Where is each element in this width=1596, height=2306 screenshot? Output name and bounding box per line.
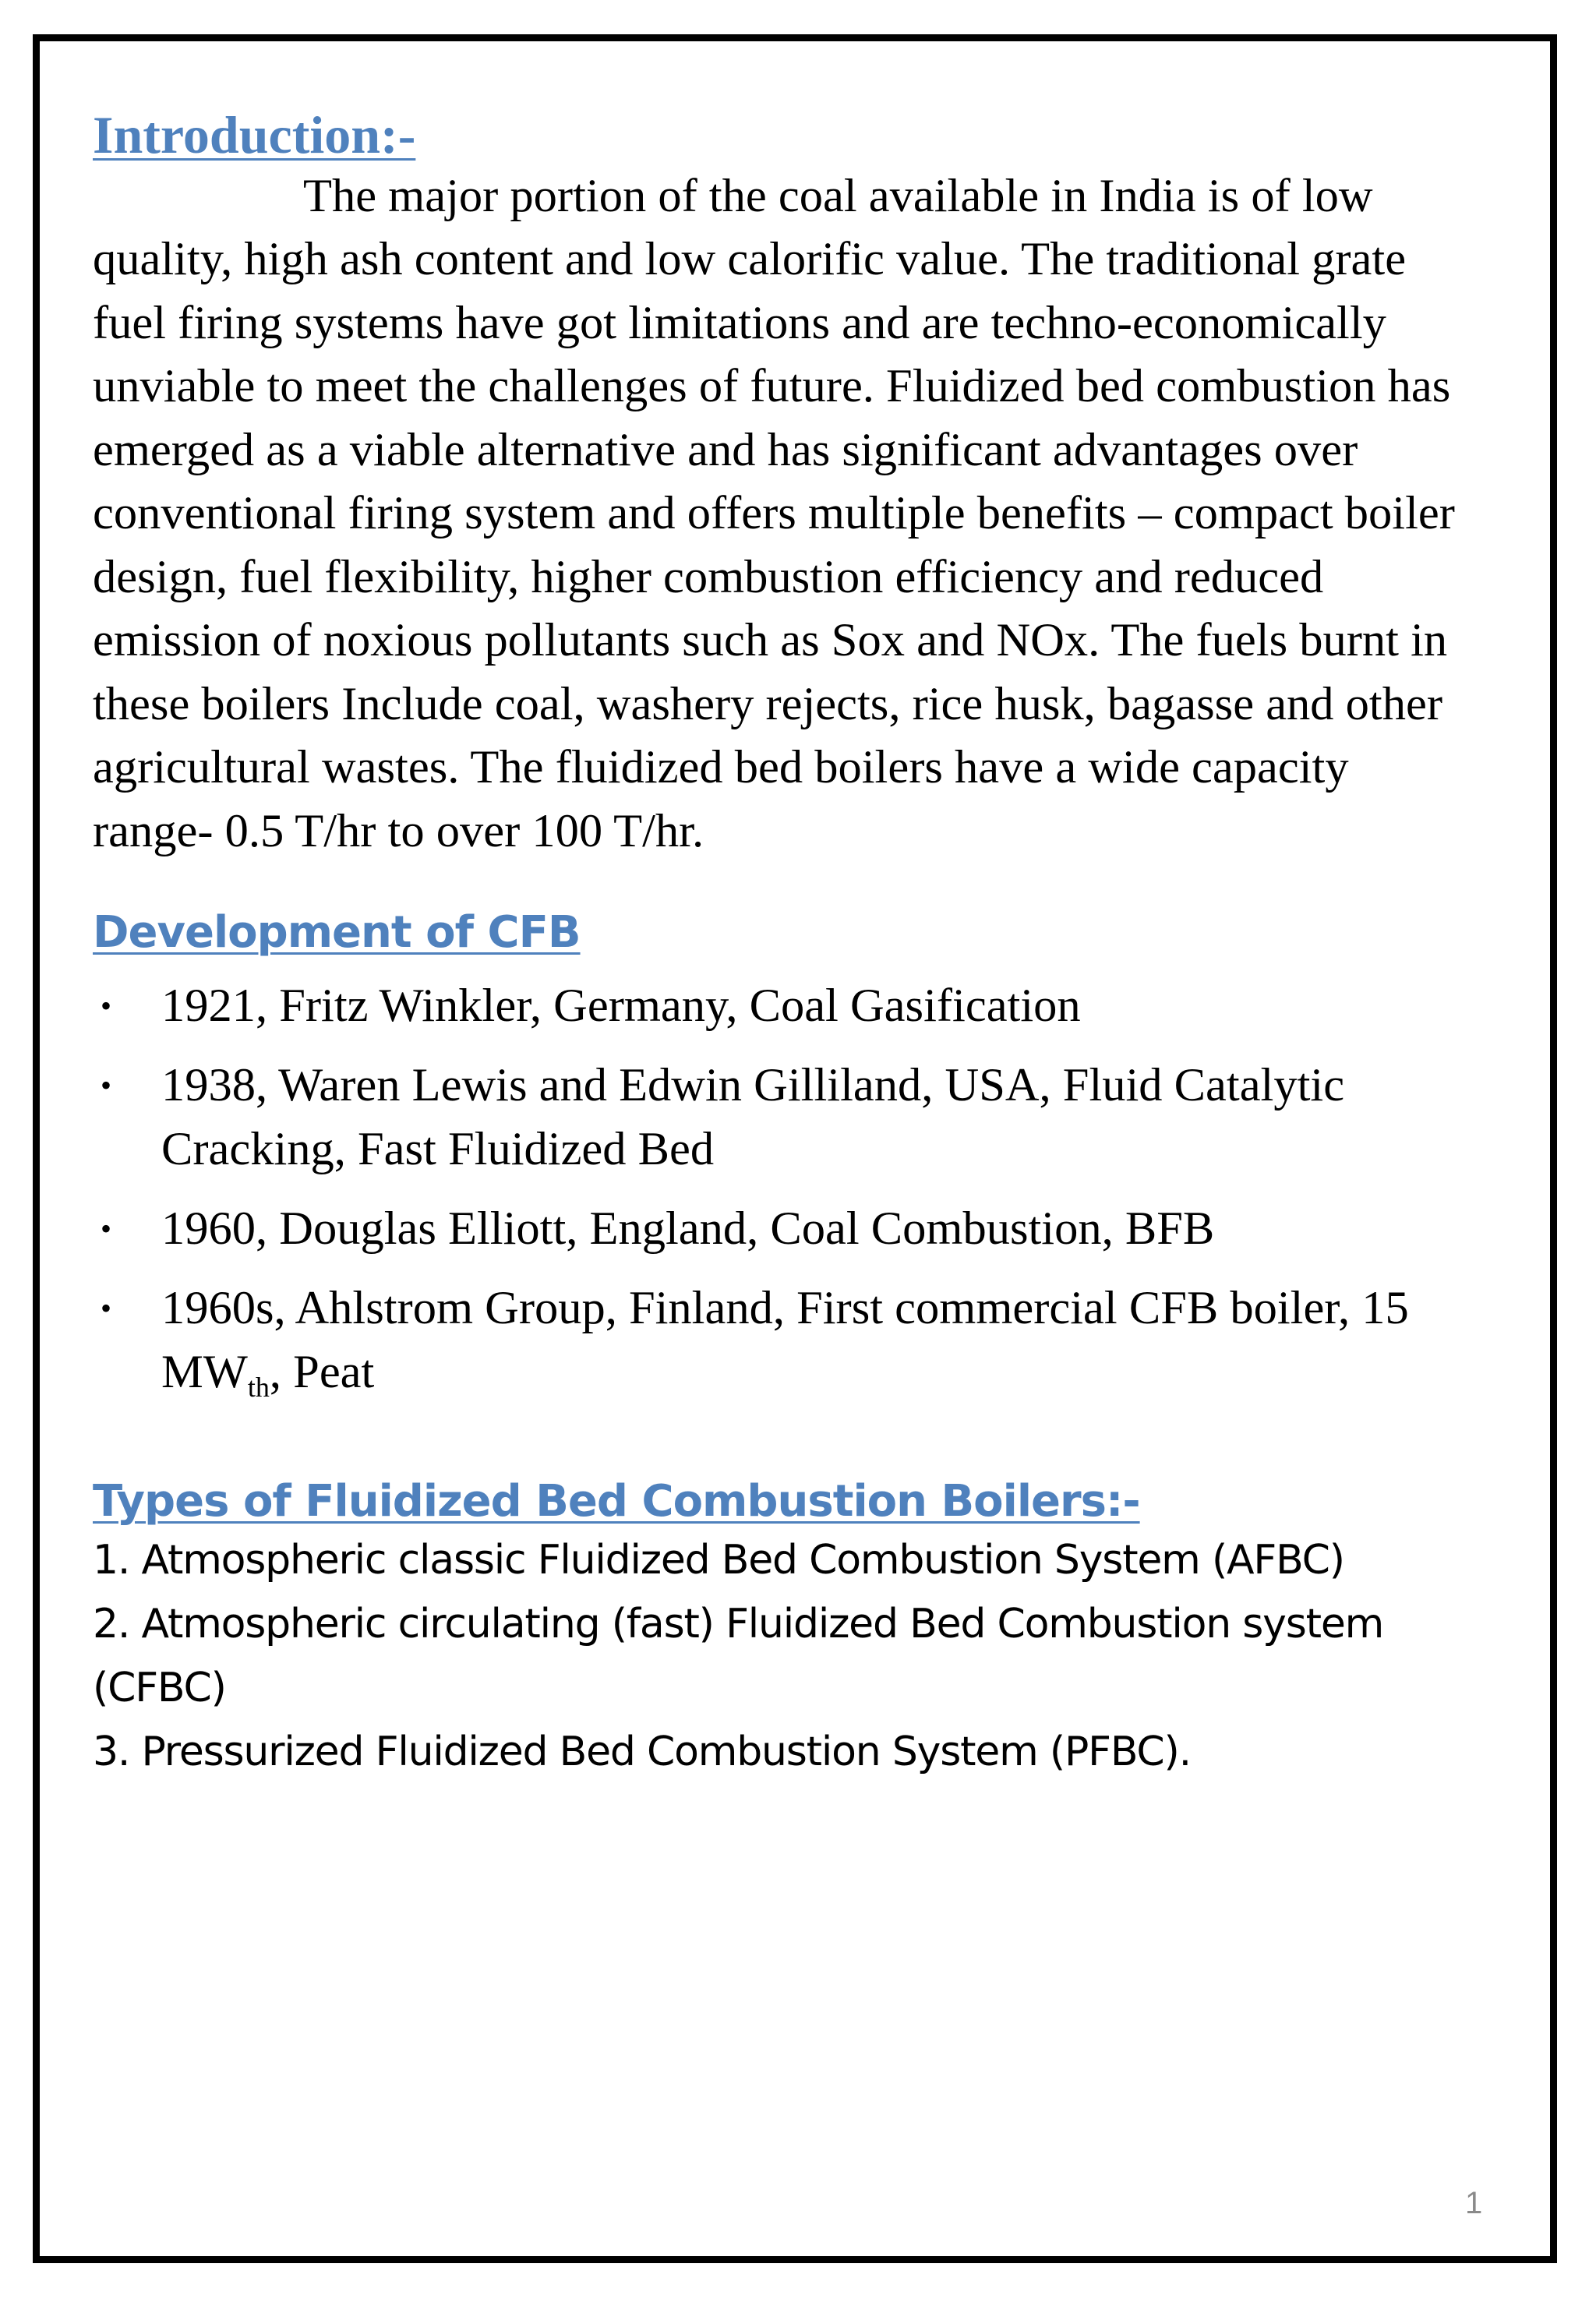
bullet-icon: • [101, 1291, 112, 1326]
development-item-text: 1960s, Ahlstrom Group, Finland, First commercial CFB boiler, 15 MW [161, 1282, 1409, 1399]
bullet-icon: • [101, 1068, 112, 1104]
development-section [93, 906, 1511, 1419]
types-heading: Types of Fluidized Bed Combustion Boilers:- [93, 1476, 1140, 1527]
development-item-1 [93, 974, 1511, 1038]
development-item-text: 1938, Waren Lewis and Edwin Gilliland, USA, Fluid Catalytic Cracking, Fast Fluidized Bed [161, 1059, 1345, 1176]
development-item-3 [93, 1197, 1511, 1261]
types-item-3: 3. Pressurized Fluidized Bed Combustion System (PFBC). [93, 1728, 1191, 1775]
introduction-paragraph: The major portion of the coal available in India is of low quality, high ash content and low calorific value. The traditional grate fuel firing systems have got limitations and are techno-economically unviable to meet the challenges of future. Fluidized bed combustion has emerged as a viable alternative and has significant advantages over conventional firing system and offers multiple benefits – compact boiler design, fuel flexibility, higher combustion efficiency and reduced emission of noxious pollutants such as Sox and NOx. The fuels burnt in these boilers Include coal, washery rejects, rice husk, bagasse and other agricultural wastes. The fluidized bed boilers have a wide capacity range- 0.5 T/hr to over 100 T/hr. [93, 169, 1455, 857]
development-list [93, 974, 1511, 1419]
development-item-text: 1921, Fritz Winkler, Germany, Coal Gasification [161, 980, 1081, 1033]
development-item-text: 1960, Douglas Elliott, England, Coal Combustion, BFB [161, 1202, 1215, 1255]
document-content [93, 106, 1511, 1784]
types-item-1: 1. Atmospheric classic Fluidized Bed Combustion System (AFBC) [93, 1536, 1344, 1584]
development-item-4 [93, 1277, 1511, 1419]
development-item-suffix: , Peat [269, 1346, 375, 1399]
page-number: 1 [1465, 2186, 1483, 2220]
introduction-heading: Introduction:- [93, 105, 416, 164]
development-item-2 [93, 1054, 1511, 1181]
types-item-2: 2. Atmospheric circulating (fast) Fluidized Bed Combustion system (CFBC) [93, 1600, 1384, 1711]
development-heading: Development of CFB [93, 907, 581, 959]
bullet-icon: • [101, 1211, 112, 1247]
bullet-icon: • [101, 988, 112, 1024]
development-item-subscript: th [247, 1372, 270, 1404]
introduction-section [93, 106, 1511, 863]
types-section [93, 1475, 1511, 1783]
